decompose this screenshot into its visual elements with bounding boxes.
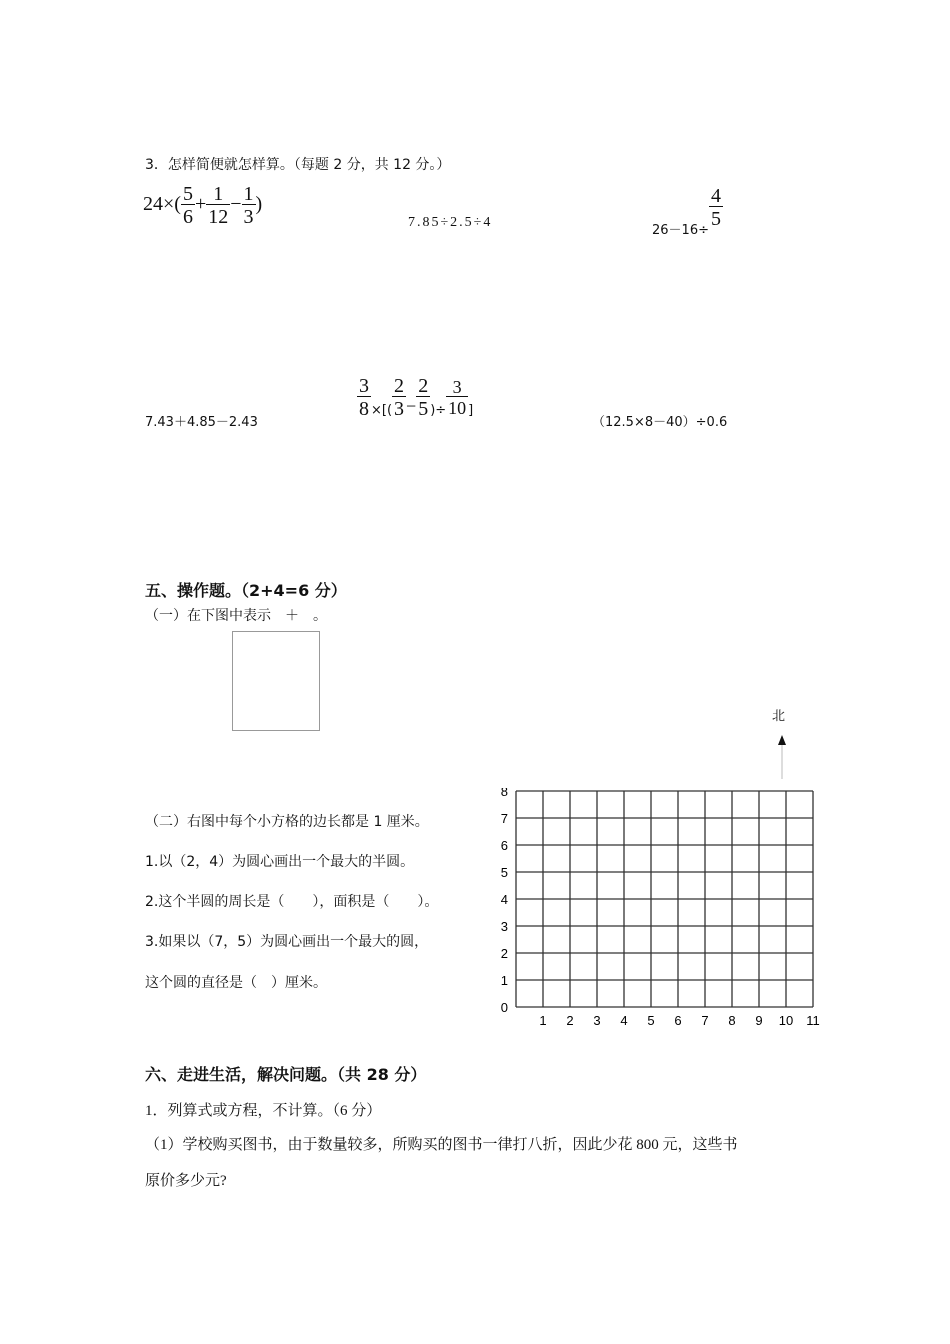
q1-title: 1．列算式或方程，不计算。（6 分） xyxy=(145,1103,382,1119)
coordinate-grid xyxy=(490,788,825,1033)
north-label: 北 xyxy=(772,709,786,724)
section-5-title: 五、操作题。（2+4=6 分） xyxy=(145,581,347,600)
item-3b-text: 这个圆的直径是（ ）厘米。 xyxy=(145,975,327,991)
fraction: $\frac{4}{5}$ xyxy=(710,185,721,230)
operator: + xyxy=(194,193,207,216)
fraction: $\frac{1}{12}$ xyxy=(208,183,229,228)
y-tick-label: 2 xyxy=(500,946,508,961)
expr1-lead: 24×( xyxy=(143,193,181,216)
expression-6: （12.5×8－40）÷0.6 xyxy=(592,415,728,430)
y-tick-label: 5 xyxy=(500,865,508,880)
x-tick-label: 5 xyxy=(647,1013,655,1028)
item-1-text: 1.以（2，4）为圆心画出一个最大的半圆。 xyxy=(145,854,415,870)
y-tick-label: 0 xyxy=(500,1000,508,1015)
expression-4: 7.43＋4.85－2.43 xyxy=(145,415,258,430)
fraction: $\frac{3}{8}$ xyxy=(359,375,369,420)
x-tick-label: 6 xyxy=(674,1013,682,1028)
fraction: $\frac{5}{6}$ xyxy=(182,183,193,228)
expression-3 xyxy=(652,186,723,238)
q1-1-line-2: 原价多少元? xyxy=(145,1173,227,1189)
expr3-lead: 26－16÷ xyxy=(652,223,709,238)
y-tick-label: 4 xyxy=(500,892,508,907)
q3-title: 3．怎样简便就怎样算。（每题 2 分，共 12 分。） xyxy=(145,157,451,173)
x-tick-label: 8 xyxy=(728,1013,736,1028)
section-6-title: 六、走进生活，解决问题。（共 28 分） xyxy=(145,1065,427,1084)
x-tick-label: 1 xyxy=(539,1013,547,1028)
x-tick-label: 7 xyxy=(701,1013,709,1028)
y-tick-label: 3 xyxy=(500,919,508,934)
fraction: $\frac{1}{3}$ xyxy=(243,183,254,228)
part-1-text: （一）在下图中表示 ＋ 。 xyxy=(145,608,327,624)
expr1-tail: ) xyxy=(255,193,263,216)
fraction: $\frac{2}{3}$ xyxy=(394,375,405,420)
expression-2: 7.85÷2.5÷4 xyxy=(408,215,493,230)
expression-1 xyxy=(143,184,262,227)
fraction: $\frac{2}{5}$ xyxy=(418,375,429,420)
x-tick-label: 10 xyxy=(778,1013,794,1028)
north-arrow-icon xyxy=(772,733,792,781)
x-tick-label: 9 xyxy=(755,1013,763,1028)
item-2-text: 2.这个半圆的周长是（ ），面积是（ ）。 xyxy=(145,894,439,910)
blank-rectangle xyxy=(232,631,320,731)
y-tick-label: 7 xyxy=(500,811,508,826)
x-tick-label: 3 xyxy=(593,1013,601,1028)
fraction: $\frac{3}{10}$ xyxy=(448,377,467,418)
x-tick-label: 4 xyxy=(620,1013,628,1028)
item-3-text: 3.如果以（7，5）为圆心画出一个最大的圆， xyxy=(145,934,429,950)
operator: − xyxy=(230,193,242,216)
y-tick-label: 8 xyxy=(500,788,508,799)
y-tick-label: 6 xyxy=(500,838,508,853)
y-tick-label: 1 xyxy=(500,973,508,988)
x-tick-label: 11 xyxy=(806,1013,820,1028)
part-2-text: （二）右图中每个小方格的边长都是 1 厘米。 xyxy=(145,814,429,830)
expression-5: $\frac{3}{8}$ $_{\times[(}$ $\frac{2}{3}$ − $\frac{2}{5}$ $_{)\div}$ $\frac{3}{10}$ $_]$ xyxy=(359,375,474,420)
x-tick-label: 2 xyxy=(566,1013,574,1028)
q1-1-line-1: （1）学校购买图书，由于数量较多，所购买的图书一律打八折，因此少花 800 元，这些书 xyxy=(145,1137,738,1153)
